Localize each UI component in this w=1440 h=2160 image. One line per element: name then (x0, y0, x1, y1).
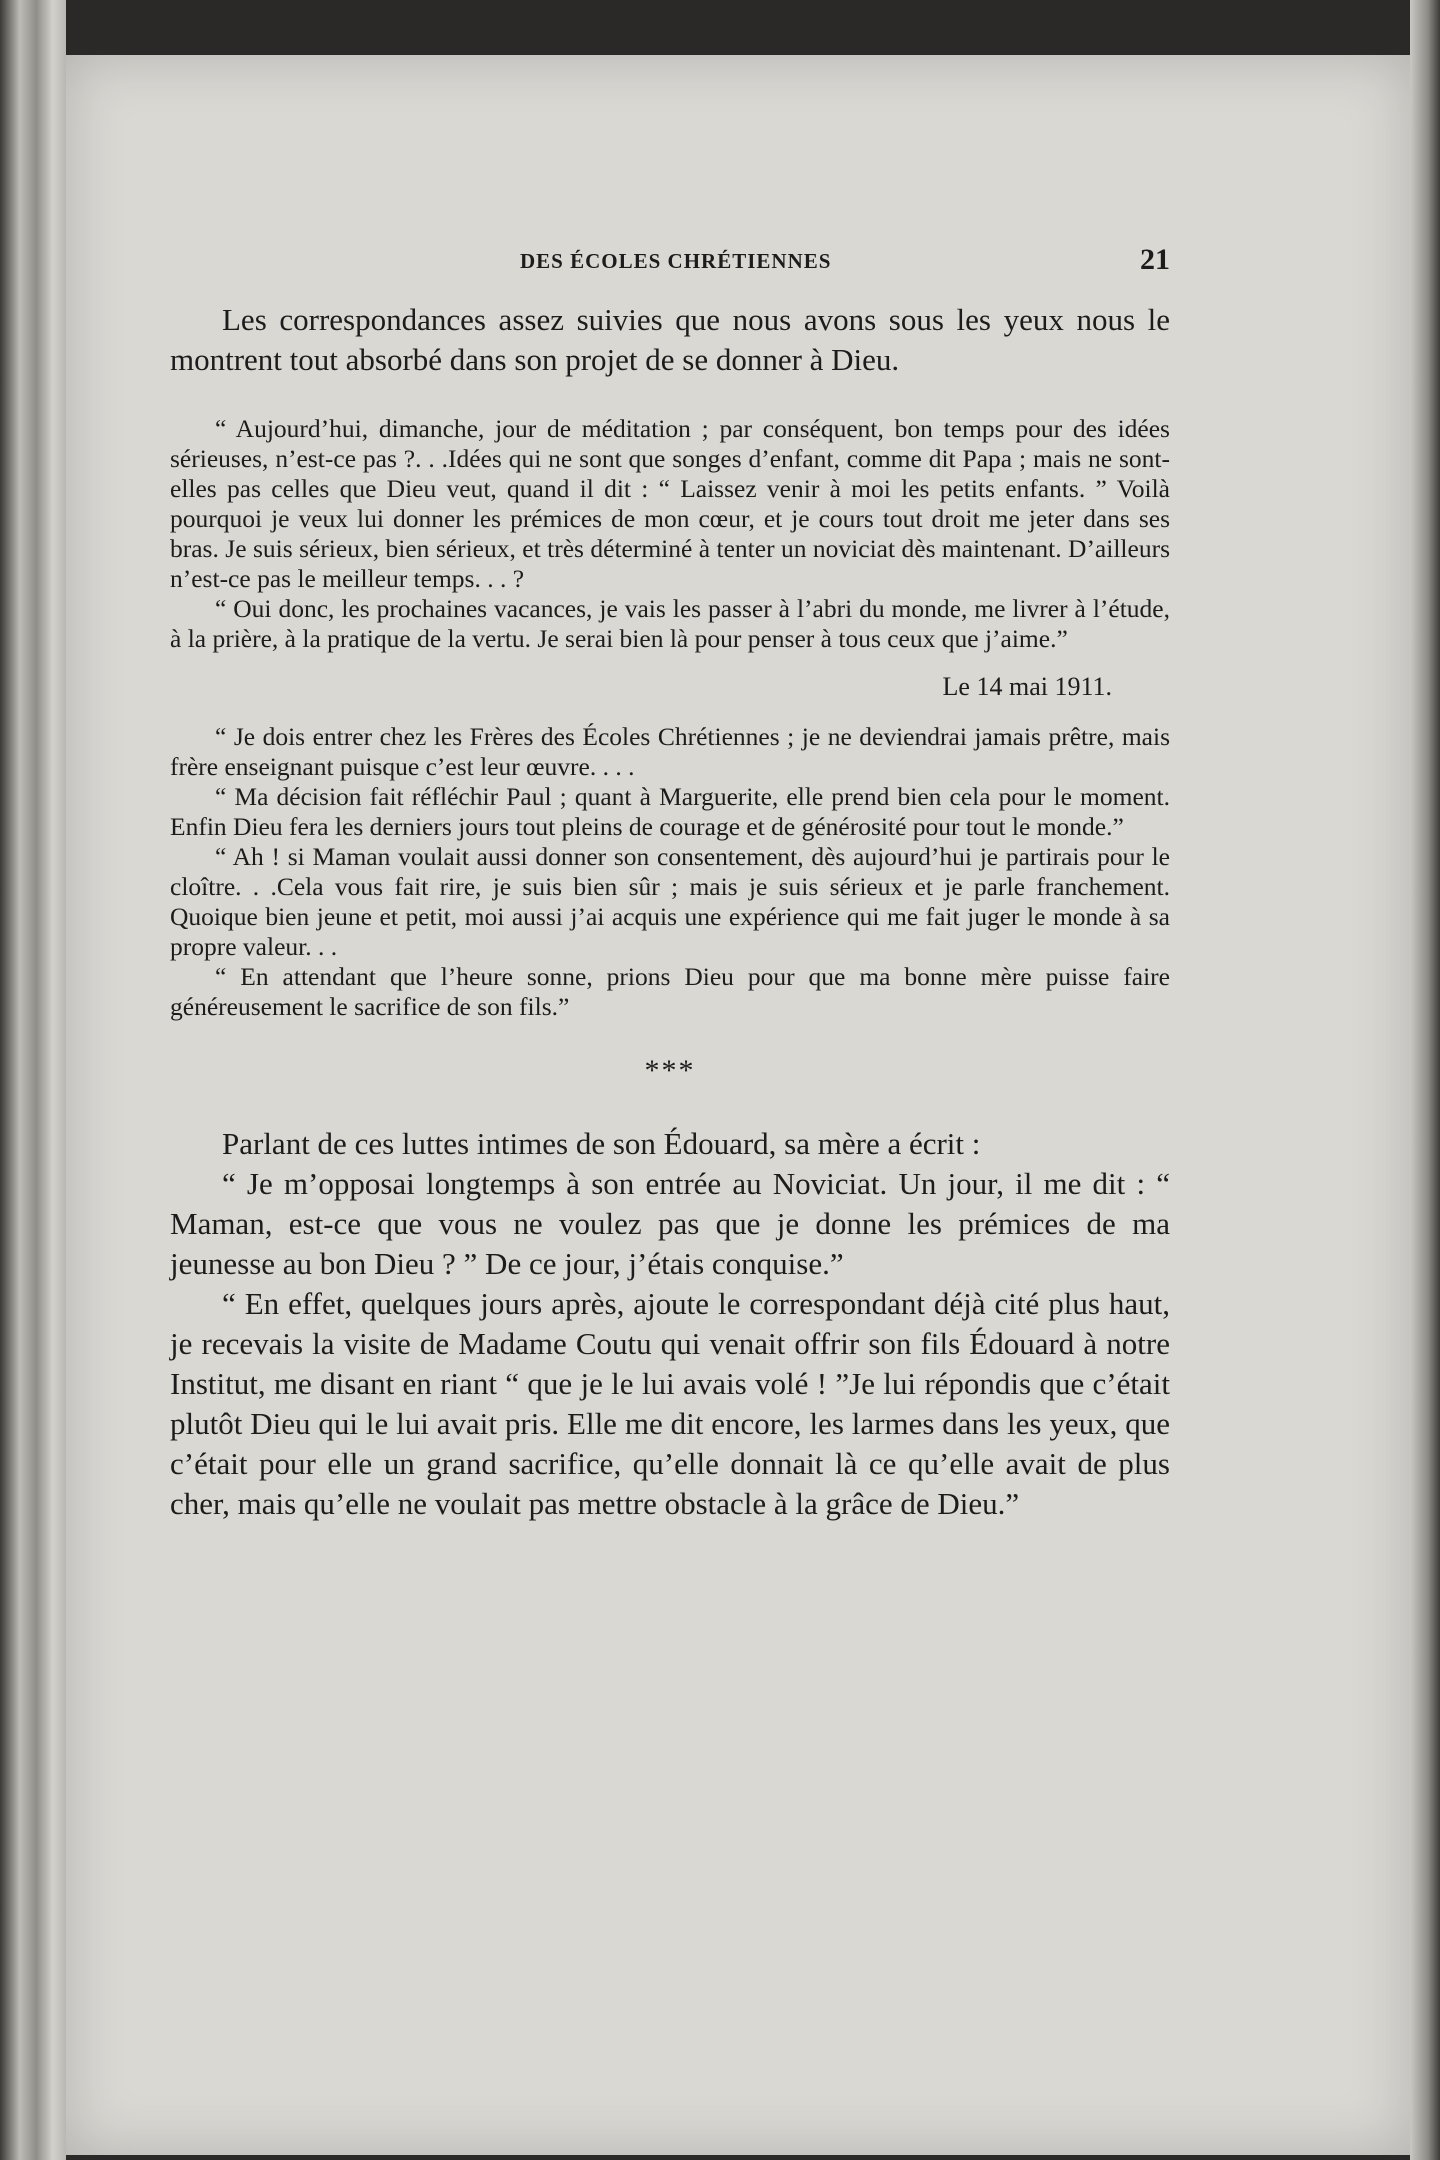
body-paragraph: “ En effet, quelques jours après, ajoute le correspondant déjà cité plus haut, je recevais la visite de Madame Coutu qui venait offrir son fils Édouard à notre Institut, me disant en riant “ que je le lui avais volé ! ”Je lui répondis que c’était plutôt Dieu qui le lui avait pris. Elle me dit encore, les larmes dans les yeux, que c’était pour elle un grand sacrifice, qu’elle donnait là ce qu’elle avait de plus cher, mais qu’elle ne voulait pas mettre obstacle à la grâce de Dieu.” (170, 1286, 1170, 1521)
page-header (170, 243, 1170, 283)
section-separator: *** (644, 1054, 696, 1087)
letter-paragraph: “ Aujourd’hui, dimanche, jour de méditation ; par conséquent, bon temps pour des idées sérieuses, n’est-ce pas ?. . .Idées qui ne sont que songes d’enfant, comme dit Papa ; mais ne sont-elles pas celles que Dieu veut, quand il dit : “ Laissez venir à moi les petits enfants. ” Voilà pourquoi je veux lui donner les prémices de mon cœur, et je cours tout droit me jeter dans ses bras. Je suis sérieux, bien sérieux, et très déterminé à tenter un noviciat dès maintenant. D’ailleurs n’est-ce pas le meilleur temps. . . ? (170, 414, 1170, 593)
body-paragraph: “ Je m’opposai longtemps à son entrée au Noviciat. Un jour, il me dit : “ Maman, est-ce que vous ne voulez pas que je donne les prémices de ma jeunesse au bon Dieu ? ” De ce jour, j’étais conquise.” (170, 1166, 1170, 1281)
page-number: 21 (1140, 243, 1170, 276)
body-paragraph: Parlant de ces luttes intimes de son Édouard, sa mère a écrit : (222, 1126, 981, 1161)
intro-paragraph: Les correspondances assez suivies que nous avons sous les yeux nous le montrent tout absorbé dans son projet de se donner à Dieu. (170, 302, 1170, 377)
book-spine (0, 0, 66, 2160)
letter-paragraph: “ Oui donc, les prochaines vacances, je vais les passer à l’abri du monde, me livrer à l’étude, à la prière, à la pratique de la vertu. Je serai bien là pour penser à tous ceux que j’aime.” (170, 594, 1170, 653)
letter-paragraph: “ Ah ! si Maman voulait aussi donner son consentement, dès aujourd’hui je partirais pour le cloître. . .Cela vous fait rire, je suis bien sûr ; mais je suis sérieux et je parle franchement. Quoique bien jeune et petit, moi aussi j’ai acquis une expérience qui me fait juger le monde à sa propre valeur. . . (170, 842, 1170, 961)
page-body (170, 300, 1170, 1524)
letter-paragraph: “ Je dois entrer chez les Frères des Écoles Chrétiennes ; je ne deviendrai jamais prêtre, mais frère enseignant puisque c’est leur œuvre. . . . (170, 722, 1170, 781)
letter-date: Le 14 mai 1911. (942, 672, 1112, 701)
letter-paragraph: “ Ma décision fait réfléchir Paul ; quant à Marguerite, elle prend bien cela pour le moment. Enfin Dieu fera les derniers jours tout pleins de courage et de générosité pour tout le monde.” (170, 782, 1170, 841)
running-title: DES ÉCOLES CHRÉTIENNES (520, 249, 832, 273)
letter-paragraph: “ En attendant que l’heure sonne, prions Dieu pour que ma bonne mère puisse faire généreusement le sacrifice de son fils.” (170, 962, 1170, 1021)
page-edge (1410, 0, 1440, 2160)
